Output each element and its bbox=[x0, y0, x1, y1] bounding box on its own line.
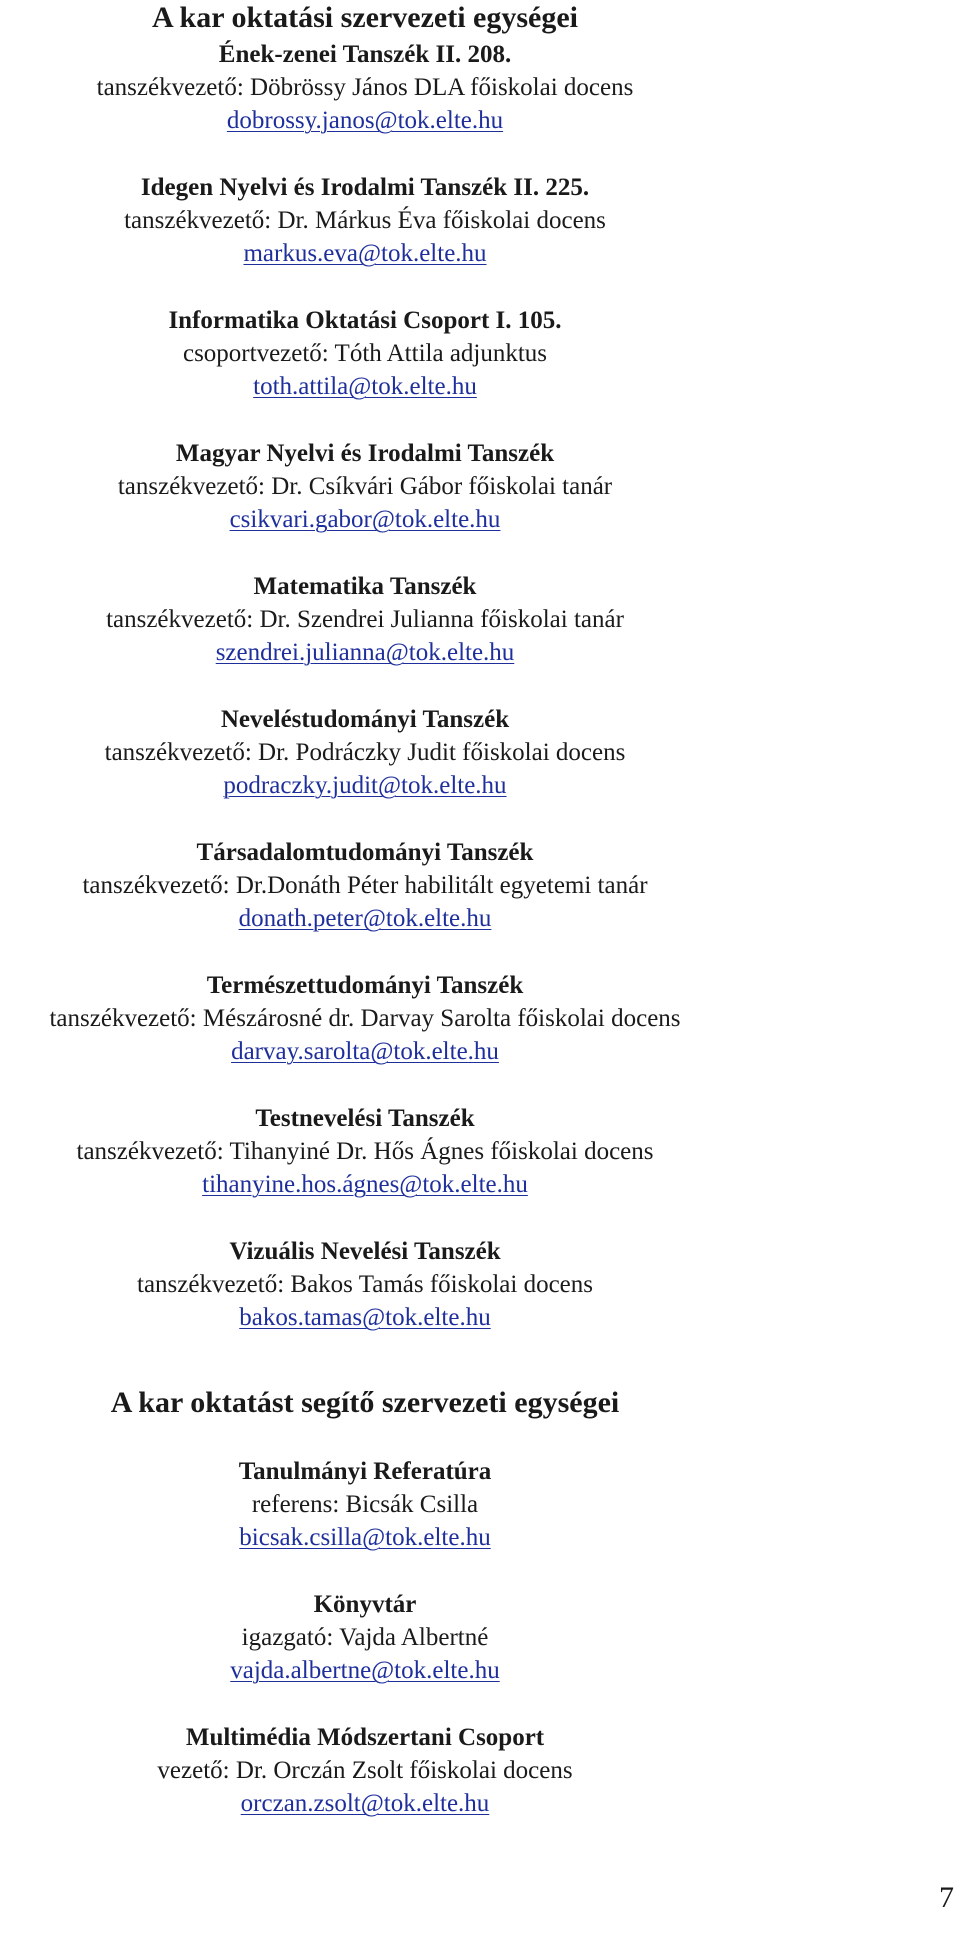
unit-head: vezető: Dr. Orczán Zsolt főiskolai docens bbox=[157, 1757, 573, 1784]
page-number: 7 bbox=[939, 1881, 954, 1914]
unit-vizualis bbox=[0, 1235, 730, 1334]
unit-name: Idegen Nyelvi és Irodalmi Tanszék II. 225. bbox=[140, 174, 590, 201]
unit-head: tanszékvezető: Tihanyiné Dr. Hős Ágnes főiskolai docens bbox=[76, 1138, 654, 1165]
unit-email-link[interactable]: vajda.albertne@tok.elte.hu bbox=[230, 1657, 500, 1684]
unit-email-link[interactable]: podraczky.judit@tok.elte.hu bbox=[223, 772, 507, 799]
unit-email-link[interactable]: markus.eva@tok.elte.hu bbox=[243, 240, 487, 267]
unit-matematika bbox=[0, 570, 730, 669]
unit-head: tanszékvezető: Dr. Szendrei Julianna főiskolai tanár bbox=[106, 606, 624, 633]
unit-head: igazgató: Vajda Albertné bbox=[241, 1624, 489, 1651]
unit-email-link[interactable]: darvay.sarolta@tok.elte.hu bbox=[231, 1038, 499, 1065]
unit-name: Természettudományi Tanszék bbox=[206, 972, 524, 999]
unit-head: tanszékvezető: Dr. Podráczky Judit főiskolai docens bbox=[104, 739, 626, 766]
unit-name: Informatika Oktatási Csoport I. 105. bbox=[168, 307, 562, 334]
unit-tanulmanyi-referatura bbox=[0, 1455, 730, 1554]
unit-name: Multimédia Módszertani Csoport bbox=[185, 1724, 545, 1751]
unit-email-link[interactable]: bakos.tamas@tok.elte.hu bbox=[239, 1304, 491, 1331]
unit-email-link[interactable]: bicsak.csilla@tok.elte.hu bbox=[239, 1524, 491, 1551]
unit-testnevelesi bbox=[0, 1102, 730, 1201]
unit-email-link[interactable]: tihanyine.hos.ágnes@tok.elte.hu bbox=[202, 1171, 528, 1198]
unit-head: tanszékvezető: Dr. Márkus Éva főiskolai docens bbox=[124, 207, 606, 234]
unit-email-link[interactable]: orczan.zsolt@tok.elte.hu bbox=[240, 1790, 490, 1817]
unit-informatika bbox=[0, 304, 730, 403]
unit-head: tanszékvezető: Dr.Donáth Péter habilitált egyetemi tanár bbox=[82, 872, 648, 899]
unit-email-link[interactable]: szendrei.julianna@tok.elte.hu bbox=[215, 639, 515, 666]
section-title-oktatasi: A kar oktatási szervezeti egységei bbox=[152, 1, 578, 34]
unit-magyar bbox=[0, 437, 730, 536]
unit-head: tanszékvezető: Bakos Tamás főiskolai docens bbox=[137, 1271, 593, 1298]
unit-head: csoportvezető: Tóth Attila adjunktus bbox=[182, 340, 548, 367]
unit-enek-zenei bbox=[0, 38, 730, 137]
unit-name: Matematika Tanszék bbox=[253, 573, 477, 600]
unit-email-link[interactable]: dobrossy.janos@tok.elte.hu bbox=[226, 107, 504, 134]
unit-nevelestudomanyi bbox=[0, 703, 730, 802]
section-title-segito: A kar oktatást segítő szervezeti egységei bbox=[110, 1386, 620, 1419]
unit-name: Testnevelési Tanszék bbox=[255, 1105, 475, 1132]
unit-head: referens: Bicsák Csilla bbox=[251, 1491, 479, 1518]
unit-tarsadalomtudomanyi bbox=[0, 836, 730, 935]
unit-email-link[interactable]: donath.peter@tok.elte.hu bbox=[238, 905, 492, 932]
unit-name: Ének-zenei Tanszék II. 208. bbox=[218, 41, 512, 68]
unit-head: tanszékvezető: Dr. Csíkvári Gábor főiskolai tanár bbox=[117, 473, 613, 500]
unit-email-link[interactable]: csikvari.gabor@tok.elte.hu bbox=[229, 506, 501, 533]
unit-email-link[interactable]: toth.attila@tok.elte.hu bbox=[253, 373, 477, 400]
unit-konyvtar bbox=[0, 1588, 730, 1687]
unit-head: tanszékvezető: Döbrössy János DLA főiskolai docens bbox=[96, 74, 634, 101]
unit-idegen-nyelvi bbox=[0, 171, 730, 270]
unit-name: Könyvtár bbox=[313, 1591, 417, 1618]
unit-head: tanszékvezető: Mészárosné dr. Darvay Sarolta főiskolai docens bbox=[49, 1005, 681, 1032]
unit-name: Társadalomtudományi Tanszék bbox=[196, 839, 534, 866]
unit-termeszettudomanyi bbox=[0, 969, 730, 1068]
unit-name: Magyar Nyelvi és Irodalmi Tanszék bbox=[175, 440, 555, 467]
unit-name: Tanulmányi Referatúra bbox=[238, 1458, 492, 1485]
unit-multimedia bbox=[0, 1721, 730, 1820]
unit-name: Vizuális Nevelési Tanszék bbox=[229, 1238, 501, 1265]
unit-name: Neveléstudományi Tanszék bbox=[220, 706, 510, 733]
